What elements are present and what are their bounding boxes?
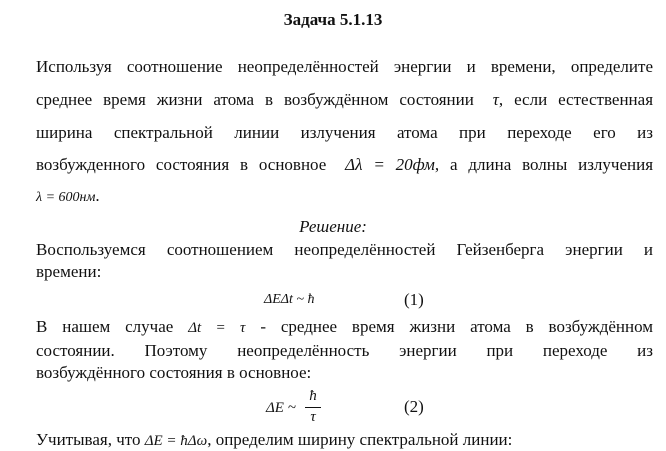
problem-line-5-end: . <box>95 186 100 205</box>
solution-heading: Решение: <box>299 217 367 236</box>
tau-symbol: τ <box>492 90 499 109</box>
problem-line-2-text: среднее время жизни атома в возбуждённом состоянии <box>36 90 474 109</box>
equation-2-number: (2) <box>404 397 424 416</box>
solution-line-3-text: В нашем случае <box>36 317 174 336</box>
solution-line-6-text: Учитывая, что <box>36 430 141 449</box>
solution-line-6 <box>36 430 512 451</box>
delta-e-formula: ΔE = ħΔω <box>144 433 208 449</box>
problem-line-3: ширина спектральной линии излучения атома при переходе его из <box>36 123 653 142</box>
fraction-bar <box>305 407 321 408</box>
problem-line-2-tail: , если естественная <box>498 90 654 109</box>
solution-line-4: состоянии. Поэтому неопределённость энергии при переходе из <box>36 341 653 360</box>
equation-1-number: (1) <box>404 290 424 309</box>
problem-line-4-text: возбужденного состояния в основное <box>36 155 327 174</box>
problem-line-1: Используя соотношение неопределённостей энергии и времени, определите <box>36 57 653 76</box>
solution-line-6-tail: , определим ширину спектральной линии: <box>207 430 513 449</box>
page-title: Задача 5.1.13 <box>283 10 383 29</box>
solution-line-3 <box>36 317 653 338</box>
solution-line-3-tail: - среднее время жизни атома в возбуждённом <box>260 317 654 336</box>
equation-2-left: ΔE ~ <box>266 400 296 416</box>
delta-lambda-formula: Δλ = 20фм <box>345 155 435 174</box>
delta-t-equals-tau: Δt = τ <box>188 320 246 336</box>
problem-line-5 <box>36 186 100 208</box>
lambda-formula: λ = 600нм <box>36 190 96 205</box>
equation-1: ΔEΔt ~ ħ <box>264 292 315 307</box>
solution-line-1: Воспользуемся соотношением неопределённостей Гейзенберга энергии и <box>36 240 653 259</box>
problem-line-4 <box>36 155 653 175</box>
equation-2-denominator: τ <box>310 409 316 425</box>
solution-line-2: времени: <box>36 262 102 281</box>
problem-line-4-tail: , а длина волны излучения <box>434 155 654 174</box>
solution-line-5: возбуждённого состояния в основное: <box>36 363 312 382</box>
problem-line-2 <box>36 90 653 110</box>
equation-2-numerator: ħ <box>309 388 317 404</box>
